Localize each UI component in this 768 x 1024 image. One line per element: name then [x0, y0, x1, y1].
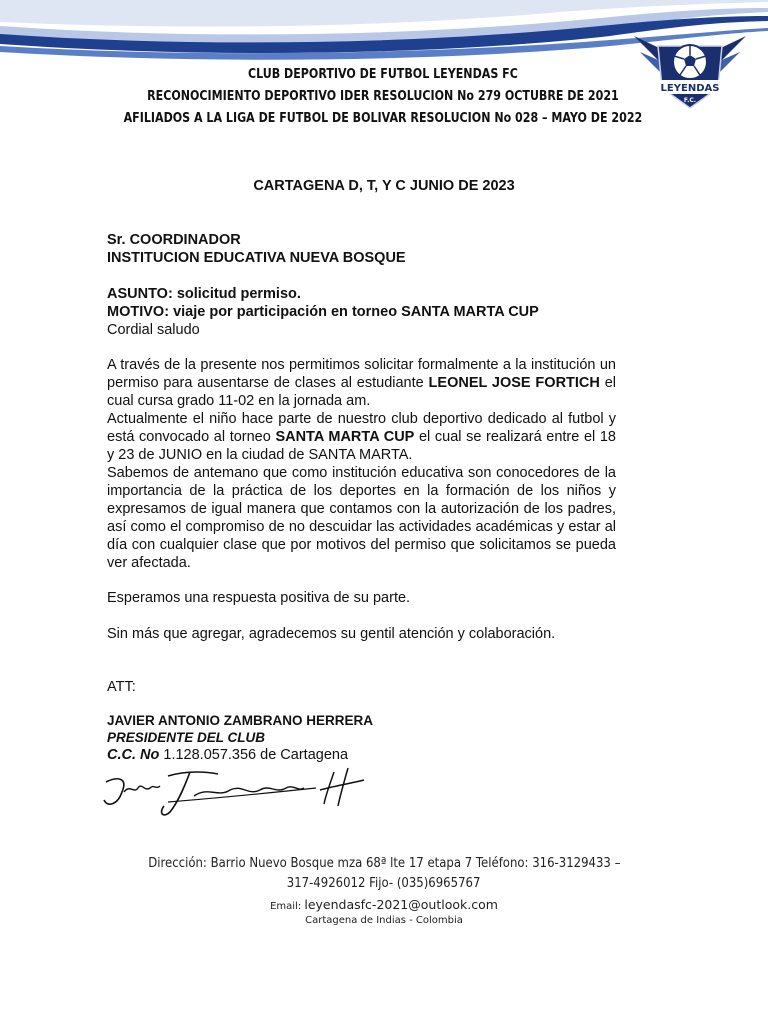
- motivo-value: viaje por participación en torneo SANTA MARTA CUP: [173, 304, 539, 320]
- paragraph-thanks: Sin más que agregar, agradecemos su gentil atención y colaboración.: [107, 626, 556, 642]
- footer-phones-text: 317-4926012 Fijo- (035)6965767: [287, 876, 481, 891]
- cc-label: C.C. No: [107, 747, 160, 763]
- asunto-value: solicitud permiso.: [176, 286, 301, 302]
- motivo-line: [107, 303, 616, 321]
- city-date: CARTAGENA D, T, Y C JUNIO DE 2023: [253, 178, 515, 194]
- closing: ATT:: [107, 679, 136, 695]
- header-club-name: CLUB DEPORTIVO DE FUTBOL LEYENDAS FC: [247, 66, 518, 82]
- paragraph-request-text: A través de la presente nos permitimos solicitar formalmente a la institución un permiso para ausentarse de clases al estudiante: [107, 357, 616, 391]
- header-recognition: RECONOCIMIENTO DEPORTIVO IDER RESOLUCION No 279 OCTUBRE DE 2021: [147, 88, 619, 104]
- cc-value: 1.128.057.356 de Cartagena: [159, 747, 349, 763]
- greeting: Cordial saludo: [107, 322, 200, 338]
- paragraph-request-grade: el cual cursa grado 11-02 en la jornada am.: [107, 375, 616, 409]
- paragraph-expectation: Esperamos una respuesta positiva de su parte.: [107, 590, 411, 606]
- student-name: LEONEL JOSE FORTICH: [428, 375, 600, 391]
- tournament-name: SANTA MARTA CUP: [275, 429, 415, 445]
- footer-phones: [0, 876, 768, 891]
- header-affiliation: AFILIADOS A LA LIGA DE FUTBOL DE BOLIVAR RESOLUCION No 028 – MAYO DE 2022: [123, 110, 643, 126]
- logo-subtext: F.C.: [683, 97, 697, 104]
- motivo-label: MOTIVO:: [107, 304, 170, 320]
- email-address[interactable]: leyendasfc-2021@outlook.com: [304, 897, 498, 912]
- signer-name: JAVIER ANTONIO ZAMBRANO HERRERA: [107, 713, 374, 728]
- footer-email: [0, 897, 768, 912]
- letter-body: [107, 356, 616, 572]
- signer-role: PRESIDENTE DEL CLUB: [107, 730, 266, 745]
- asunto-label: ASUNTO:: [107, 286, 173, 302]
- handwritten-signature: [98, 762, 378, 822]
- footer-address: [0, 856, 768, 871]
- paragraph-commitment: Sabemos de antemano que como institución educativa son conocedores de la importancia de la práctica de los deportes en la formación de los niños y expresamos de igual manera que contamos con la autorización de los padres, así como el compromiso de no descuidar las actividades académicas y estar al día con cualquier clase que por motivos del permiso que solicitamos se pueda ver afectada.: [107, 465, 616, 571]
- signature-text: Javier Zambrano H: [98, 762, 107, 763]
- asunto-line: [107, 285, 616, 303]
- footer-address-text: Dirección: Barrio Nuevo Bosque mza 68ª lte 17 etapa 7 Teléfono: 316-3129433 –: [147, 856, 621, 871]
- paragraph-tournament: [107, 410, 616, 464]
- email-label: Email:: [270, 901, 305, 912]
- recipient-title: Sr. COORDINADOR: [107, 232, 241, 248]
- logo-text: LEYENDAS: [660, 83, 720, 94]
- recipient-institution: INSTITUCION EDUCATIVA NUEVA BOSQUE: [107, 250, 406, 266]
- paragraph-request: [107, 356, 616, 410]
- paragraph-tournament-text: Actualmente el niño hace parte de nuestro club deportivo dedicado al futbol y está convocado al torneo: [107, 411, 616, 445]
- paragraph-tournament-dates: el cual se realizará entre el 18 y 23 de JUNIO en la ciudad de SANTA MARTA.: [107, 429, 616, 463]
- footer-city: Cartagena de Indias - Colombia: [305, 915, 463, 926]
